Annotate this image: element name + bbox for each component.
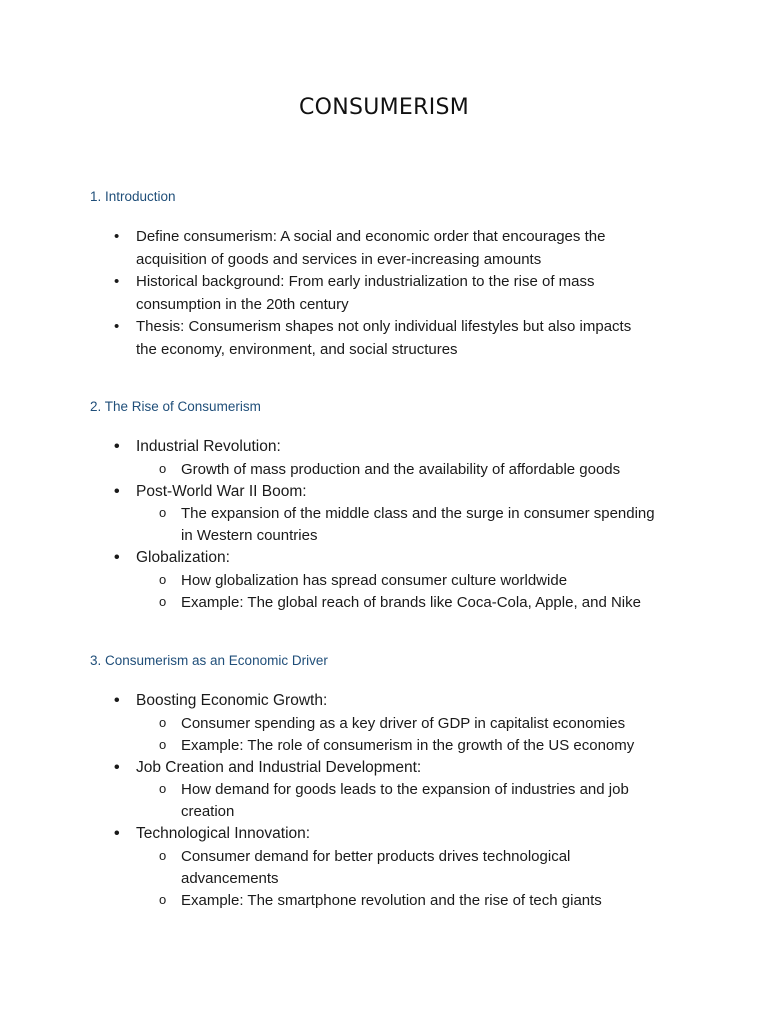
introduction-list [0,226,656,361]
sub-list [136,713,656,757]
item-label: Industrial Revolution: [136,438,281,455]
list-item [0,481,656,548]
sub-list-item: o The expansion of the middle class and the surge in consumer spending in Western countries [0,503,666,547]
sub-list [136,503,656,547]
document-title: CONSUMERISM [298,95,470,120]
section-heading-economic-driver: 3. Consumerism as an Economic Driver [90,653,328,668]
sub-list [136,459,656,481]
sub-list-item: o Example: The smartphone revolution and the rise of tech giants [0,890,666,912]
list-item [0,690,656,757]
item-label: Technological Innovation: [136,825,311,842]
list-item [0,547,656,614]
item-label: Boosting Economic Growth: [136,692,328,709]
economic-driver-list [0,690,656,912]
item-label: Post-World War II Boom: [136,482,307,500]
section-heading-rise-of-consumerism: 2. The Rise of Consumerism [90,399,261,414]
sub-list [136,570,656,614]
sub-list [136,779,656,823]
list-item: • Define consumerism: A social and economic order that encourages the acquisition of goods and services in ever-increasing amounts [0,226,656,271]
sub-list-item: o Example: The global reach of brands like Coca-Cola, Apple, and Nike [0,592,666,614]
rise-list [0,436,656,614]
list-item [0,823,656,912]
list-item [0,436,656,481]
list-item [0,757,656,824]
item-label: Globalization: [136,549,230,566]
sub-list-item: o Consumer demand for better products drives technological advancements [0,846,666,890]
list-item: • Thesis: Consumerism shapes not only individual lifestyles but also impacts the economy, environment, and social structures [0,316,656,361]
section-heading-introduction: 1. Introduction [90,189,176,204]
sub-list-item: o Consumer spending as a key driver of GDP in capitalist economies [0,713,666,735]
sub-list-item: o How globalization has spread consumer culture worldwide [0,570,666,592]
sub-list-item: o How demand for goods leads to the expansion of industries and job creation [0,779,666,823]
sub-list-item: o Growth of mass production and the availability of affordable goods [0,459,666,481]
item-label: Job Creation and Industrial Development: [136,758,422,776]
list-item: • Historical background: From early industrialization to the rise of mass consumption in the 20th century [0,271,656,316]
sub-list-item: o Example: The role of consumerism in the growth of the US economy [0,735,666,757]
sub-list [136,846,656,912]
